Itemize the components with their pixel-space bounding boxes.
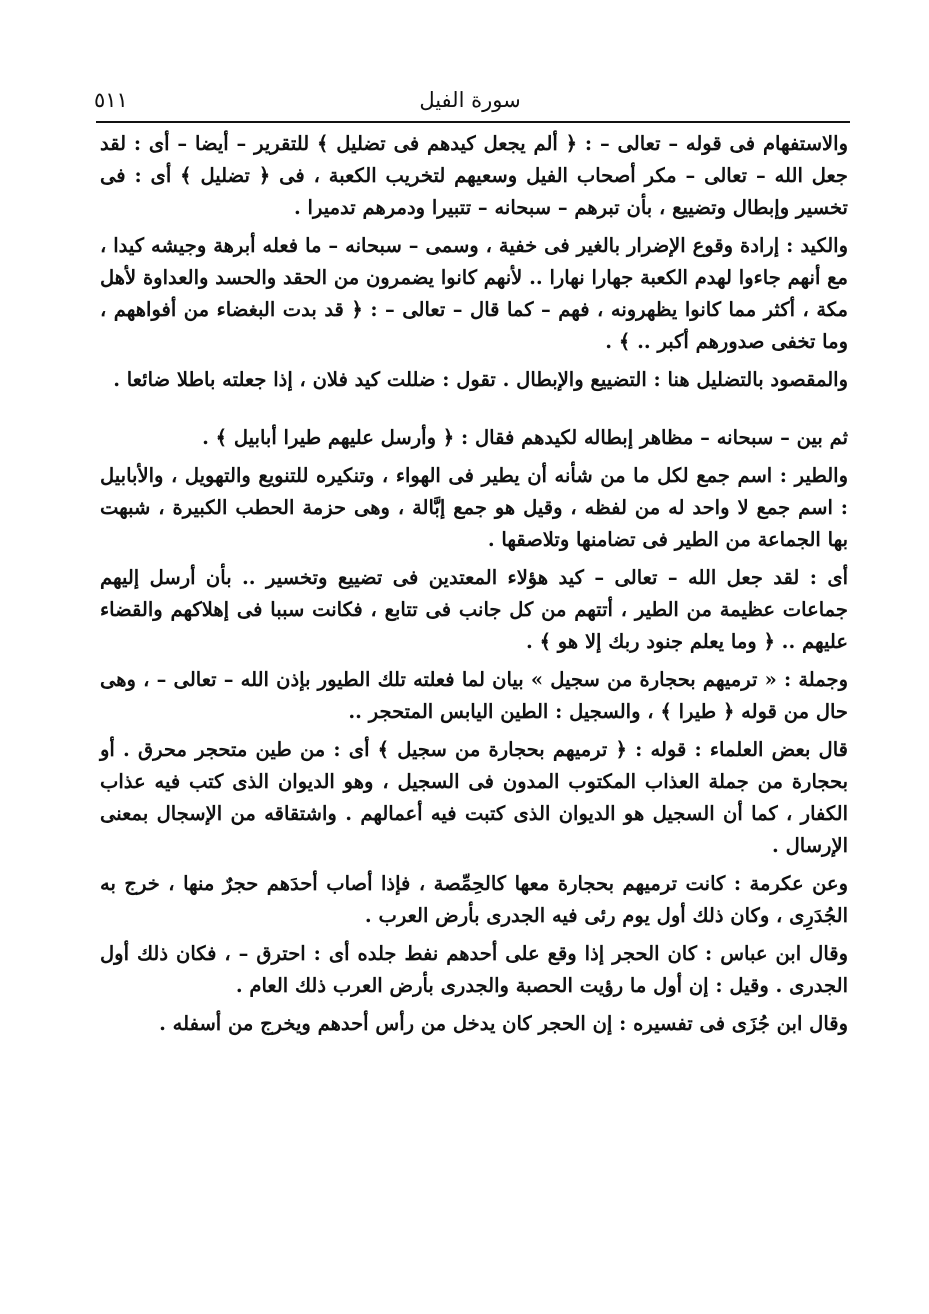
paragraph: والمقصود بالتضليل هنا : التضييع والإبطال . تقول : ضللت كيد فلان ، إذا جعلته باطلا ضائعا . [113, 368, 848, 391]
paragraph: وجملة : « ترميهم بحجارة من سجيل » بيان لما فعلته تلك الطيور بإذن الله – تعالى – ، وهى حال من قوله ﴿ طيرا ﴾ ، والسجيل : الطين اليابس المتحجر .. [100, 668, 848, 723]
paragraph: والكيد : إرادة وقوع الإضرار بالغير فى خفية ، وسمى – سبحانه – ما فعله أبرهة وجيشه كيدا ، مع أنهم جاءوا لهدم الكعبة جهارا نهارا .. لأنهم كانوا يضمرون من الحقد والحسد والعداوة لأهل مكة ، أكثر مما كانوا يظهرونه ، فهم – كما قال – تعالى – : ﴿ قد بدت البغضاء من أفواههم ، وما تخفى صدورهم أكبر .. ﴾ . [100, 234, 848, 353]
header-rule [96, 121, 850, 123]
paragraph: وقال ابن عباس : كان الحجر إذا وقع على أحدهم نفط جلده أى : احترق – ، فكان ذلك أول الجدرى . وقيل : إن أول ما رؤيت الحصبة والجدرى بأرض العرب ذلك العام . [100, 942, 848, 997]
paragraph: وعن عكرمة : كانت ترميهم بحجارة معها كالحِمِّصة ، فإذا أصاب أحدَهم حجرٌ منها ، خرج به الجُدَرِى ، وكان ذلك أول يوم رئى فيه الجدرى بأرض العرب . [100, 872, 848, 927]
paragraph: وقال ابن جُزَى فى تفسيره : إن الحجر كان يدخل من رأس أحدهم ويخرج من أسفله . [159, 1012, 848, 1035]
page-body [100, 128, 848, 1046]
running-title: سورة الفيل [419, 88, 521, 112]
paragraph: والطير : اسم جمع لكل ما من شأنه أن يطير فى الهواء ، وتنكيره للتنويع والتهويل ، والأبابيل : اسم جمع لا واحد له من لفظه ، وقيل هو جمع إبَّالة ، وهى حزمة الحطب الكبيرة ، شبهت بها الجماعة من الطير فى تضامنها وتلاصقها . [100, 464, 848, 551]
paragraph: قال بعض العلماء : قوله : ﴿ ترميهم بحجارة من سجيل ﴾ أى : من طين متحجر محرق . أو بحجارة من جملة العذاب المكتوب المدون فى السجيل ، وهو الديوان الذى كتب فيه عذاب الكفار ، كما أن السجيل هو الديوان الذى كتبت فيه أعمالهم . واشتقاقه من الإسجال بمعنى الإرسال . [100, 738, 848, 857]
page-header [92, 84, 848, 118]
paragraph: والاستفهام فى قوله – تعالى – : ﴿ ألم يجعل كيدهم فى تضليل ﴾ للتقرير – أيضا – أى : لقد جعل الله – تعالى – مكر أصحاب الفيل وسعيهم لتخريب الكعبة ، فى ﴿ تضليل ﴾ أى : فى تخسير وإبطال وتضييع ، بأن تبرهم – سبحانه – تتبيرا ودمرهم تدميرا . [100, 132, 848, 219]
page-number: ٥١١ [94, 88, 128, 112]
paragraph: أى : لقد جعل الله – تعالى – كيد هؤلاء المعتدين فى تضييع وتخسير .. بأن أرسل إليهم جماعات عظيمة من الطير ، أتتهم من كل جانب فى تتابع ، فكانت سببا فى إهلاكهم والقضاء عليهم .. ﴿ وما يعلم جنود ربك إلا هو ﴾ . [100, 566, 848, 653]
paragraph: ثم بين – سبحانه – مظاهر إبطاله لكيدهم فقال : ﴿ وأرسل عليهم طيرا أبابيل ﴾ . [202, 426, 848, 449]
